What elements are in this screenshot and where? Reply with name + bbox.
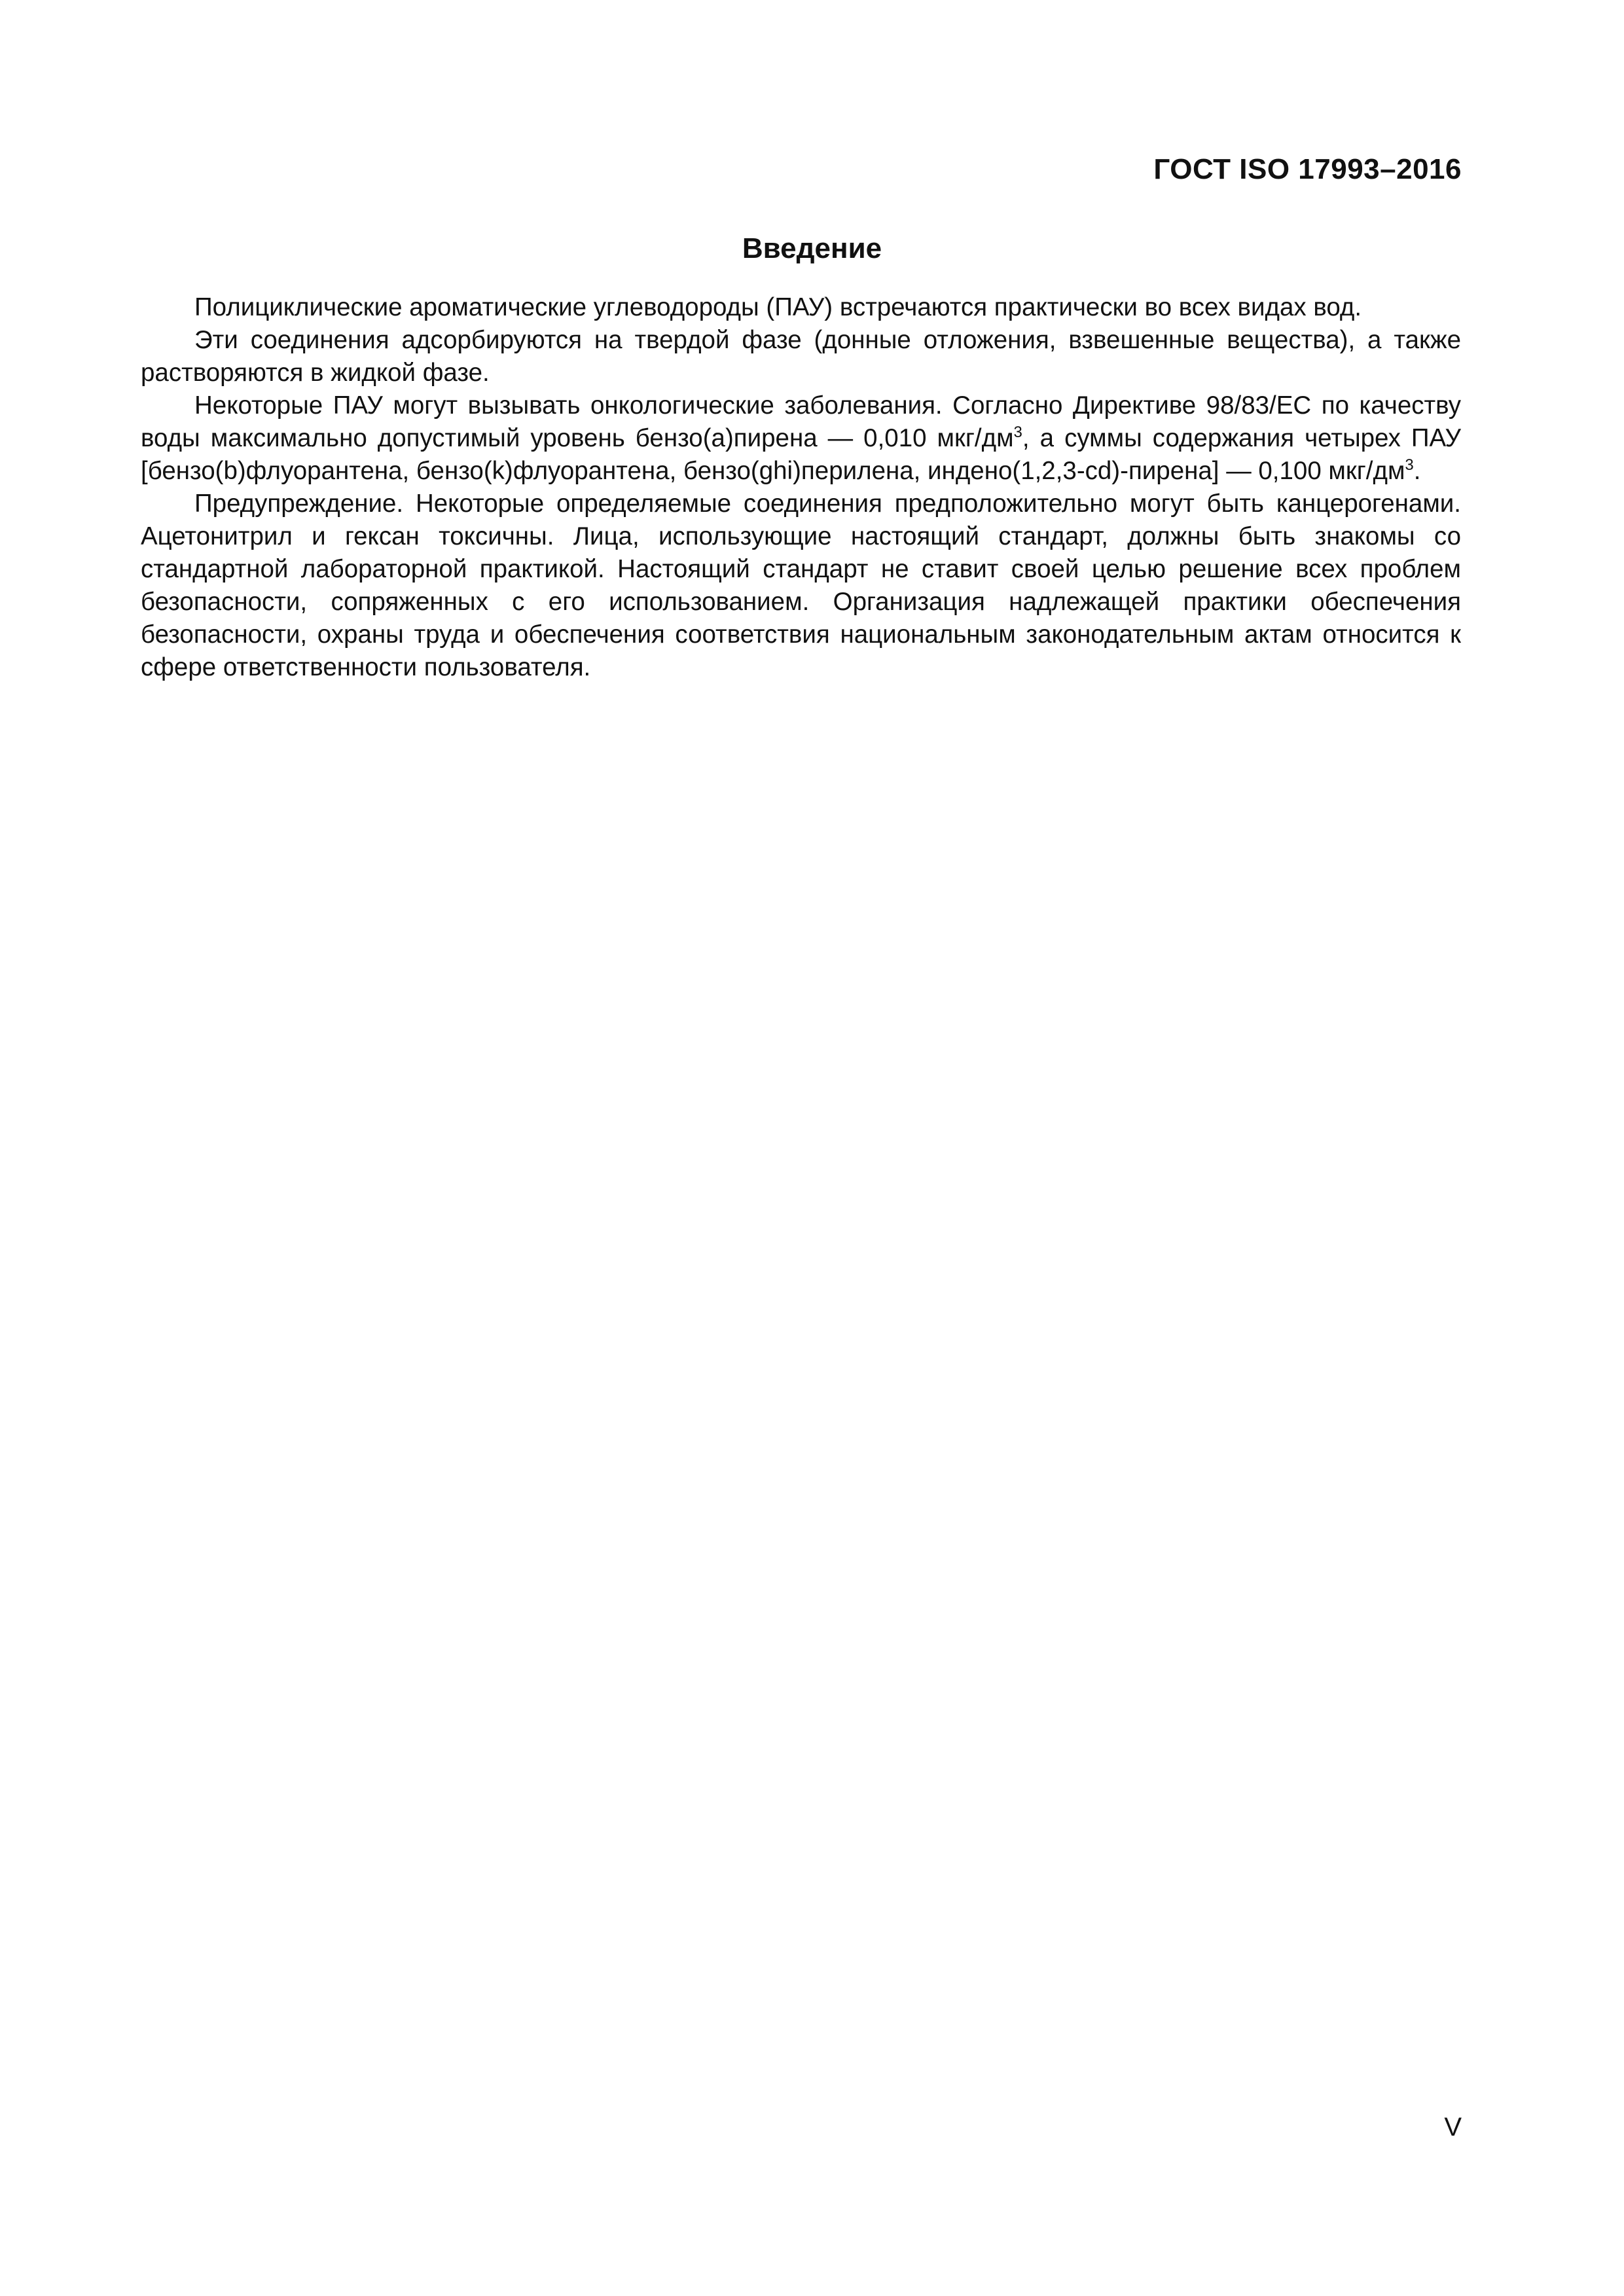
section-title: Введение — [742, 232, 882, 264]
paragraph-2: Эти соединения адсорбируются на твердой фазе (донные отложения, взвешенные вещества), а также растворяются в жидкой фазе. — [141, 326, 1461, 387]
page-number: V — [1444, 2113, 1462, 2142]
paragraph-3-part-3: . — [1413, 457, 1421, 485]
paragraph-3 — [141, 389, 1461, 488]
superscript-cubed-2: 3 — [1405, 456, 1414, 475]
paragraph-4: Предупреждение. Некоторые определяемые соединения предположительно могут быть канцерогенами. Ацетонитрил и гексан токсичны. Лица, использующие настоящий стандарт, должны быть знакомы со стандартной лабораторной практикой. Настоящий стандарт не ставит своей целью решение всех проблем безопасности, сопряженных с его использованием. Организация надлежащей практики обеспечения безопасности, охраны труда и обеспечения соответствия национальным законодательным актам относится к сфере ответственности пользователя. — [141, 490, 1461, 681]
superscript-cubed-1: 3 — [1013, 423, 1022, 442]
paragraph-3-part-1: Некоторые ПАУ могут вызывать онкологические заболевания. Согласно Директиве 98/83/ЕС по качеству воды максимально допустимый уровень бензо(a)пирена — 0,010 мкг/дм — [141, 391, 1461, 452]
document-code: ГОСТ ISO 17993–2016 — [1153, 153, 1462, 185]
body-text — [141, 291, 1461, 684]
paragraph-1: Полициклические ароматические углеводороды (ПАУ) встречаются практически во всех видах вод. — [194, 293, 1362, 321]
paragraph-3-part-2: , а суммы содержания четырех ПАУ [бензо(b)флуорантена, бензо(k)флуорантена, бензо(ghi)перилена, индено(1,2,3-cd)-пирена] — 0,100 мкг/дм — [141, 424, 1461, 485]
